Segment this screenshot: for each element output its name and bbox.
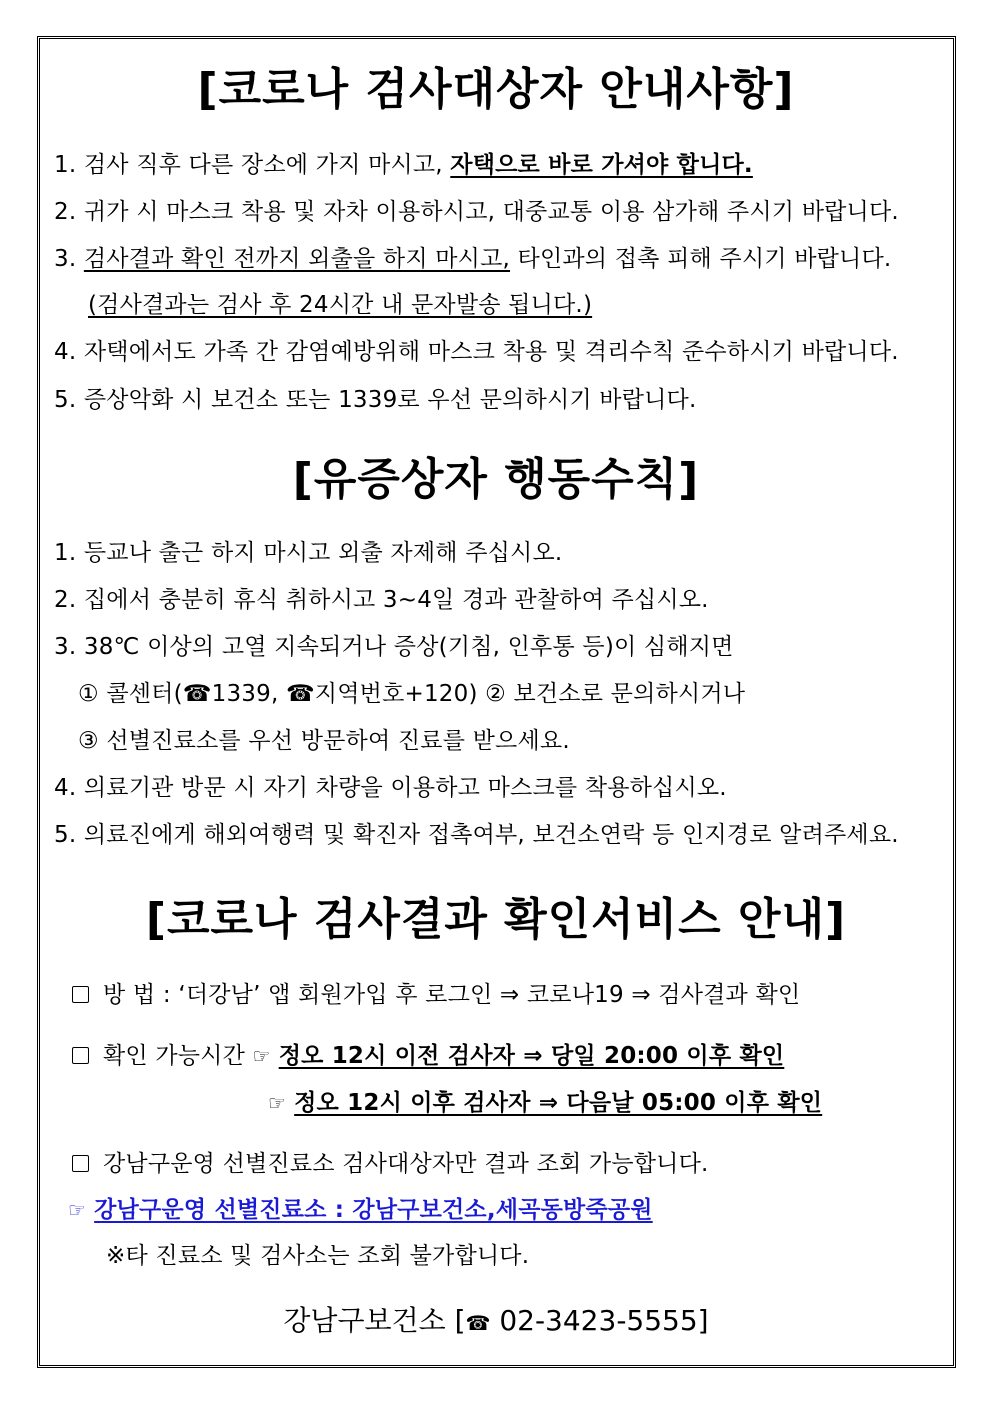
s1-item3-note: (검사결과는 검사 후 24시간 내 문자발송 됩니다.) [88,292,593,318]
s2-item2: 2. 집에서 충분히 휴식 취하시고 3~4일 경과 관찰하여 주십시오. [54,587,709,613]
s1-item3-text: 타인과의 접촉 피해 주시기 바랍니다. [510,246,892,272]
pointing-hand-icon: ☞ [252,1044,271,1068]
s1-item3-number: 3. [54,246,84,272]
s3-clinics [68,1195,653,1225]
checkbox-icon [72,1047,89,1064]
footer-org: 강남구보건소 [ [283,1304,466,1337]
s1-item1-emphasis: 자택으로 바로 가셔야 합니다. [450,152,753,178]
s2-item3-sub2: ③ 선별진료소를 우선 방문하여 진료를 받으세요. [78,728,570,754]
s3-time1: 정오 12시 이전 검사자 ⇒ 당일 20:00 이후 확인 [278,1043,785,1069]
s3-eligibility [72,1149,709,1179]
s3-eligibility-text: 강남구운영 선별진료소 검사대상자만 결과 조회 가능합니다. [103,1151,709,1177]
s2-item3: 3. 38℃ 이상의 고열 지속되거나 증상(기침, 인후통 등)이 심해지면 [54,634,734,660]
s1-item5: 5. 증상악화 시 보건소 또는 1339로 우선 문의하시기 바랍니다. [54,387,697,413]
s1-item4: 4. 자택에서도 가족 간 감염예방위해 마스크 착용 및 격리수칙 준수하시기 바랍니다. [54,339,899,365]
checkbox-icon [72,1155,89,1172]
s2-item3-sub1: ① 콜센터(☎1339, ☎지역번호+120) ② 보건소로 문의하시거나 [78,681,746,707]
section1-title: [코로나 검사대상자 안내사항] [197,64,795,115]
s3-time-row1 [72,1041,784,1071]
footer-phone: 02-3423-5555] [490,1304,709,1337]
s3-time-label: 확인 가능시간 [103,1043,246,1069]
section3-title: [코로나 검사결과 확인서비스 안내] [145,894,847,945]
s3-clinics-text: 강남구운영 선별진료소 : 강남구보건소,세곡동방죽공원 [94,1197,653,1223]
pointing-hand-icon: ☞ [68,1198,87,1222]
s1-item3 [54,244,891,274]
phone-icon: ☎ [465,1311,491,1335]
s1-item1-text: 1. 검사 직후 다른 장소에 가지 마시고, [54,152,451,178]
s2-item1: 1. 등교나 출근 하지 마시고 외출 자제해 주십시오. [54,540,563,566]
checkbox-icon [72,986,89,1003]
s1-item1 [54,150,753,180]
s3-method-text: 방 법 : ‘더강남’ 앱 회원가입 후 로그인 ⇒ 코로나19 ⇒ 검사결과 확인 [103,982,801,1008]
s3-time2: 정오 12시 이후 검사자 ⇒ 다음날 05:00 이후 확인 [294,1090,823,1116]
s3-method [72,980,800,1010]
s1-item2: 2. 귀가 시 마스크 착용 및 자차 이용하시고, 대중교통 이용 삼가해 주시기 바랍니다. [54,199,899,225]
s2-item4: 4. 의료기관 방문 시 자기 차량을 이용하고 마스크를 착용하십시오. [54,775,727,801]
section2-title: [유증상자 행동수칙] [292,454,700,505]
s1-item3-emphasis: 검사결과 확인 전까지 외출을 하지 마시고, [83,246,511,272]
footer-contact [0,1303,992,1341]
pointing-hand-icon: ☞ [268,1091,287,1115]
s3-time-row2 [268,1088,822,1118]
s2-item5: 5. 의료진에게 해외여행력 및 확진자 접촉여부, 보건소연락 등 인지경로 알려주세요. [54,822,899,848]
s3-note: ※타 진료소 및 검사소는 조회 불가합니다. [106,1243,530,1269]
